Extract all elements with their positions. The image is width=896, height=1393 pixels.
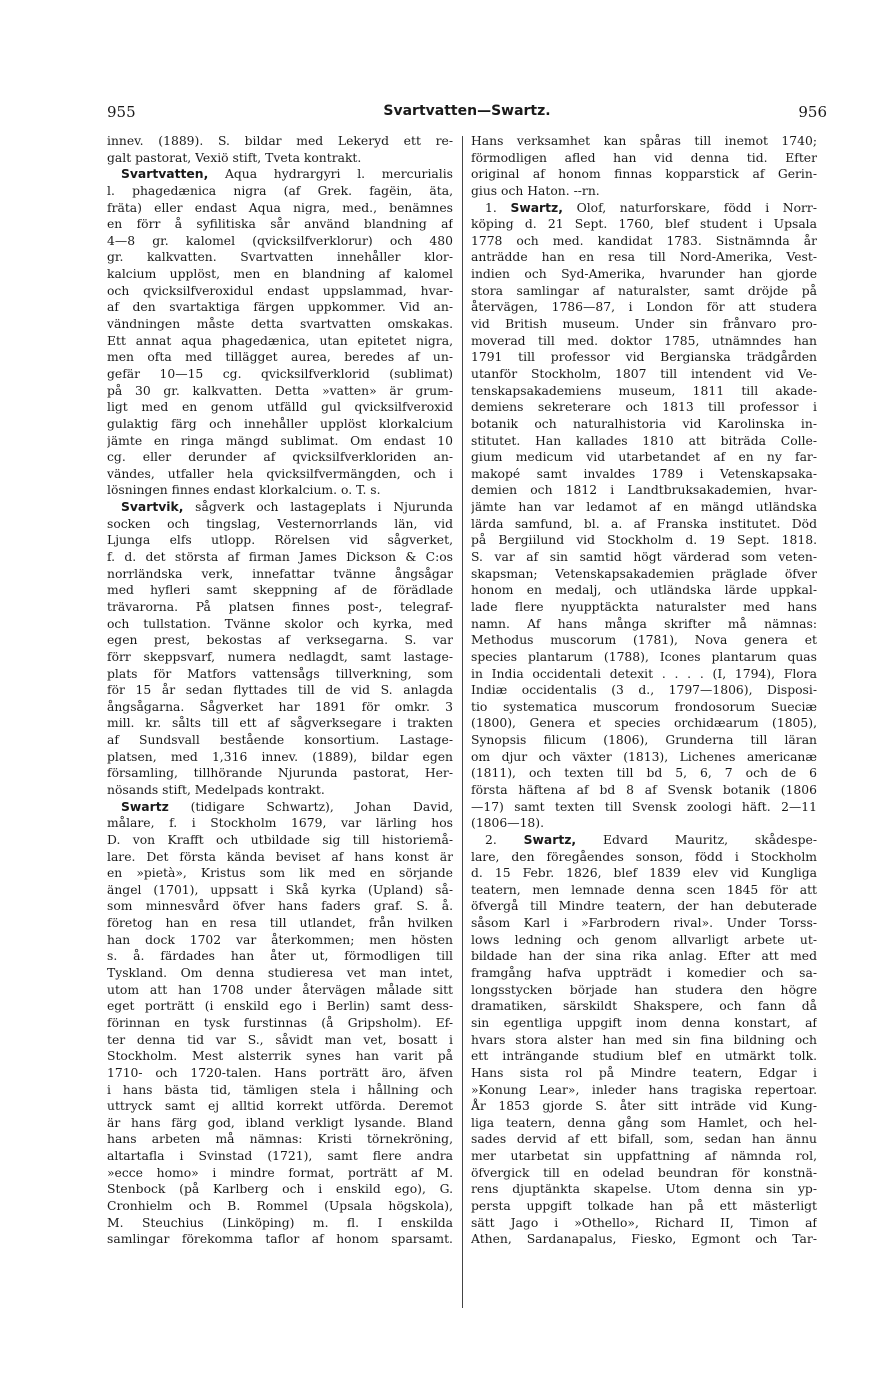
text-line: mill. kr. sålts till ett af sågverksegare i trakten (107, 716, 453, 731)
text-line: (1806—18). (471, 816, 545, 831)
text-line: af Sundsvall bestående konsortium. Lastage- (107, 733, 453, 748)
text-line: vändningen måste detta svartvatten omskakas. (107, 317, 453, 332)
headword: Swartz (121, 799, 169, 814)
text-line: jämte en ringa mängd sublimat. Om endast 10 (107, 433, 453, 448)
headword: Swartz, (510, 200, 563, 215)
text-line: han dock 1702 var återkommen; men hösten (107, 932, 453, 947)
text-line: vid British museum. Under sin frånvaro pro- (471, 317, 817, 332)
text-line: målare, f. i Stockholm 1679, var lärling hos (107, 816, 453, 831)
text-line: 4—8 gr. kalomel (qvicksilfverklorur) och 480 (107, 233, 453, 248)
text-line: f. d. det största af firman James Dickson & C:os (107, 550, 453, 565)
text-line: teatern, men lemnade denna scen 1845 för att (471, 882, 817, 897)
text-line: (1800), Genera et species orchidæarum (1805), (471, 716, 817, 731)
text-line: (1811), och texten till bd 5, 6, 7 och de 6 (471, 766, 817, 781)
text-line: Indiæ occidentalis (3 d., 1797—1806), Disposi- (471, 683, 817, 698)
text-line: 1. Swartz, Olof, naturforskare, född i Norr- (485, 200, 817, 215)
text-line: Ljunga elfs utlopp. Rörelsen vid sågverket, (107, 533, 453, 548)
text-line: Swartz (tidigare Schwartz), Johan David, (121, 799, 453, 814)
text-line: kalcium upplöst, men en blandning af kalomel (107, 267, 453, 282)
text-line: ångsågarna. Sågverket har 1891 för omkr. 3 (107, 699, 453, 714)
text-line: lows ledning och genom allvarligt arbete ut- (471, 932, 817, 947)
text-line: och tullstation. Tvänne skolor och kyrka, med (107, 616, 453, 631)
text-line: gr. kalkvatten. Svartvatten innehåller klor- (107, 250, 453, 265)
text-line: förinnan en tysk furstinnas (å Gripsholm). Ef- (107, 1015, 453, 1030)
text-line: sin egentliga uppgift inom denna konstart, af (471, 1015, 817, 1030)
text-line: vändes, utfaller hela qvicksilfvermängden, och i (107, 466, 453, 481)
text-line: tio systematica muscorum frondosorum Sueciæ (471, 699, 817, 714)
text-line: rens djuptänkta skapelse. Utom denna sin yp- (471, 1182, 817, 1197)
text-line: platsen, med 1,316 innev. (1889), bildar egen (107, 749, 453, 764)
text-line: på 30 gr. kalkvatten. Detta »vatten» är grum- (107, 383, 453, 398)
text-line: med hyfleri samt skeppning af de förädlade (107, 583, 453, 598)
text-line: köping d. 21 Sept. 1760, blef student i Upsala (471, 217, 817, 232)
text-line: framgång hafva uppträdt i komedier och sa- (471, 966, 817, 981)
text-line: lare, den föregåendes sonson, född i Stockholm (471, 849, 817, 864)
text-line: 1791 till professor vid Bergianska trädgården (471, 350, 817, 365)
text-line: 1778 och med. kandidat 1783. Sistnämnda år (471, 233, 817, 248)
text-line: ter denna tid var S., såvidt man vet, bosatt i (107, 1032, 453, 1047)
text-line: nösands stift, Medelpads kontrakt. (107, 782, 325, 797)
text-line: 1710- och 1720-talen. Hans porträtt äro, äfven (107, 1065, 453, 1080)
text-line: är hans färg god, ibland verkligt lysande. Bland (107, 1115, 453, 1130)
text-line: Hans sista rol på Mindre teatern, Edgar i (471, 1065, 817, 1080)
text-line: Synopsis filicum (1806), Grunderna till läran (471, 733, 817, 748)
text-line: namn. Af hans många skrifter må nämnas: (471, 616, 817, 631)
text-line: öfvergick till en odelad beundran för konstnä- (471, 1165, 817, 1180)
text-line: Hans verksamhet kan spåras till inemot 1740; (471, 134, 817, 148)
text-line: Stenbock (på Karlberg och i enskild ego), G. (107, 1182, 453, 1197)
text-line: i hans bästa tid, tämligen stela i hållning och (107, 1082, 453, 1097)
text-line: norrländska verk, innefattar tvänne ångsågar (107, 566, 453, 581)
text-line: skapsman; Vetenskapsakademien präglade öfver (471, 566, 817, 581)
text-line: original af honom finnas kopparstick af Gerin- (471, 167, 817, 182)
text-line: af den svartaktiga färgen uppkommer. Vid an- (107, 300, 453, 315)
text-line: longsstycken började han studera den högre (471, 982, 817, 997)
text-line: såsom Karl i »Farbrodern rival». Under Torss- (471, 916, 817, 931)
text-line: eget porträtt (i enskild ego i Berlin) samt dess- (107, 999, 453, 1014)
text-line: och qvicksilfveroxidul endast uppslammad, hvar- (107, 283, 453, 298)
text-line: »Konung Lear», inleder hans tragiska repertoar. (471, 1082, 817, 1097)
text-line: lärda samfund, bl. a. af Franska institutet. Död (471, 516, 817, 531)
text-line: liga teatern, denna gång som Hamlet, och hel- (471, 1115, 817, 1130)
text-line: dramatiken, särskildt Shakspere, och fann då (471, 999, 817, 1014)
text-line: utanför Stockholm, 1807 till intendent vid Ve- (471, 366, 817, 381)
text-line: sätt Jago i »Othello», Richard II, Timon af (471, 1215, 817, 1230)
text-line: gius och Haton. --rn. (471, 183, 600, 198)
text-line: hvars stora alster han med sin fina bildning och (471, 1032, 817, 1047)
text-line: företog han en resa till utlandet, från hvilken (107, 916, 453, 931)
text-line: Tyskland. Om denna studieresa vet man intet, (107, 966, 453, 981)
text-line: på Bergiilund vid Stockholm d. 19 Sept. 1818. (471, 533, 817, 548)
text-line: indien och Syd-Amerika, hvarunder han gjorde (471, 267, 817, 282)
text-line: hans arbeten må nämnas: Kristi törnekröning, (107, 1132, 453, 1147)
text-line: botanik och naturalhistoria vid Karolinska in- (471, 416, 817, 431)
text-line: förr skeppsvarf, numera nedlagdt, samt lastage- (107, 649, 453, 664)
page-number-left: 955 (107, 103, 136, 121)
text-line: mer utarbetat sin uppfattning af nämnda rol, (471, 1149, 817, 1164)
text-line: sades dervid af ett bifall, som, sedan han ännu (471, 1132, 817, 1147)
text-line: species plantarum (1788), Icones plantarum quas (471, 649, 817, 664)
text-line: D. von Krafft och utbildade sig till historiemå- (107, 832, 453, 847)
page-header (107, 103, 827, 123)
text-line: s. å. färdades han åter ut, förmodligen till (107, 949, 453, 964)
text-line: lare. Det första kända beviset af hans konst är (107, 849, 453, 864)
text-line: d. 15 Febr. 1826, blef 1839 elev vid Kungliga (471, 866, 817, 881)
text-line: anträdde han en resa till Nord-Amerika, Vest- (471, 250, 817, 265)
text-line: demiens sekreterare och 1813 till professor i (471, 400, 817, 415)
text-line: stora samlingar af naturalster, samt dröjde på (471, 283, 817, 298)
left-column (107, 133, 453, 1248)
text-line: altartafla i Svinstad (1721), samt flere andra (107, 1149, 453, 1164)
text-line: om djur och växter (1813), Lichenes americanæ (471, 749, 817, 764)
text-line: utom att han 1708 under återvägen målade sitt (107, 982, 453, 997)
page-number-right: 956 (798, 103, 827, 121)
text-line: »ecce homo» i mindre format, porträtt af M. (107, 1165, 453, 1180)
text-line: uttryck samt ej alltid korrekt utförda. Deremot (107, 1099, 453, 1114)
text-line: jämte han var ledamot af en mängd utländska (471, 500, 817, 515)
text-line: tenskapsakademiens museum, 1811 till akade- (471, 383, 817, 398)
text-line: Stockholm. Mest alsterrik synes han varit på (107, 1049, 453, 1064)
text-line: en »pietà», Kristus som lik med en sörjande (107, 866, 453, 881)
text-line: förmodligen afled han vid denna tid. Efter (471, 150, 817, 165)
text-line: bildade han der sina rika anlag. Efter att med (471, 949, 817, 964)
text-line: församling, tillhörande Njurunda pastorat, Her- (107, 766, 453, 781)
text-line: fräta) eller endast Aqua nigra, med., benämnes (107, 200, 453, 215)
text-line: l. phagedænica nigra (af Grek. fagëin, äta, (107, 183, 453, 198)
text-line: socken och tingslag, Vesternorrlands län, vid (107, 516, 453, 531)
headword: Svartvatten, (121, 167, 209, 182)
text-line: lösningen finnes endast klorkalcium. o. T. s. (107, 483, 381, 498)
text-line: första häftena af bd 8 af Svensk botanik (1806 (471, 782, 817, 797)
text-line: in India occidentali detexit . . . . (I, 1794), Flora (471, 666, 817, 681)
headword: Swartz, (523, 832, 577, 847)
text-line: M. Steuchius (Linköping) m. fl. I enskilda (107, 1215, 453, 1230)
text-line: öfvergå till Mindre teatern, der han debuterade (471, 899, 817, 914)
text-line: ligt med en genom utfälld gul qvicksilfveroxid (107, 400, 453, 415)
text-line: Ett annat aqua phagedænica, utan epitetet nigra, (107, 333, 453, 348)
text-line: egen prest, bekostas af verksegarna. S. var (107, 633, 453, 648)
text-line: gium medicum vid utarbetandet af en ny far- (471, 450, 817, 465)
text-line: gefär 10—15 cg. qvicksilfverklorid (sublimat) (107, 366, 453, 381)
text-line: Methodus muscorum (1781), Nova genera et (471, 633, 817, 648)
text-line: honom en medalj, och utländska lärde uppkal- (471, 583, 817, 598)
text-line: innev. (1889). S. bildar med Lekeryd ett re- (107, 134, 453, 148)
text-line: plats för Matfors vattensågs tillverkning, som (107, 666, 453, 681)
column-divider (462, 136, 463, 1308)
text-line: 2. Swartz, Edvard Mauritz, skådespe- (485, 832, 817, 847)
text-line: demien och 1812 i Landtbruksakademien, hvar- (471, 483, 817, 498)
right-column (471, 133, 817, 1248)
text-line: stitutet. Han kallades 1810 att biträda Colle- (471, 433, 817, 448)
text-line: År 1853 gjorde S. åter sitt inträde vid Kung- (471, 1099, 817, 1114)
text-line: en förr å syfilitiska sår använd blandning af (107, 217, 453, 232)
text-line: lade flere nyupptäckta naturalster med hans (471, 599, 817, 614)
text-line: persta uppgift tolkade han på ett mästerligt (471, 1199, 817, 1213)
running-title: Svartvatten—Swartz. (383, 103, 551, 119)
text-line: cg. eller derunder af qvicksilfverkloriden an- (107, 450, 453, 465)
text-line: ett inträngande studium blef en utmärkt tolk. (471, 1049, 817, 1064)
text-line: men ofta med tillägget aurea, beredes af un- (107, 350, 453, 365)
text-line: moverad till med. doktor 1785, utnämndes han (471, 333, 817, 348)
text-line: galt pastorat, Vexiö stift, Tveta kontrakt. (107, 150, 362, 165)
headword: Svartvik, (121, 500, 184, 515)
text-line: som minnesvård öfver hans faders graf. S. å. (107, 899, 453, 914)
text-line: återvägen, 1786—87, i London för att studera (471, 300, 817, 315)
text-line: Svartvik, sågverk och lastageplats i Njurunda (121, 500, 453, 515)
text-line: Athen, Sardanapalus, Fiesko, Egmont och Tar- (471, 1232, 817, 1247)
text-line: trävarorna. På platsen finnes post-, telegraf- (107, 599, 453, 614)
text-line: Svartvatten, Aqua hydrargyri l. mercurialis (121, 167, 453, 182)
text-line: för 15 år sedan flyttades till de vid S. anlagda (107, 683, 453, 698)
text-line: Cronhielm och B. Rommel (Upsala högskola), (107, 1199, 453, 1213)
text-line: —17) samt texten till Svensk zoologi häft. 2—11 (471, 799, 817, 814)
text-line: samlingar förekomma taflor af honom sparsamt. (107, 1232, 453, 1247)
text-line: gulaktig färg och innehåller upplöst klorkalcium (107, 416, 453, 431)
text-line: S. var af sin samtid högt värderad som veten- (471, 550, 817, 565)
text-line: makopé samt invaldes 1789 i Vetenskapsaka- (471, 466, 817, 481)
text-line: ängel (1701), uppsatt i Skå kyrka (Upland) så- (107, 882, 453, 897)
